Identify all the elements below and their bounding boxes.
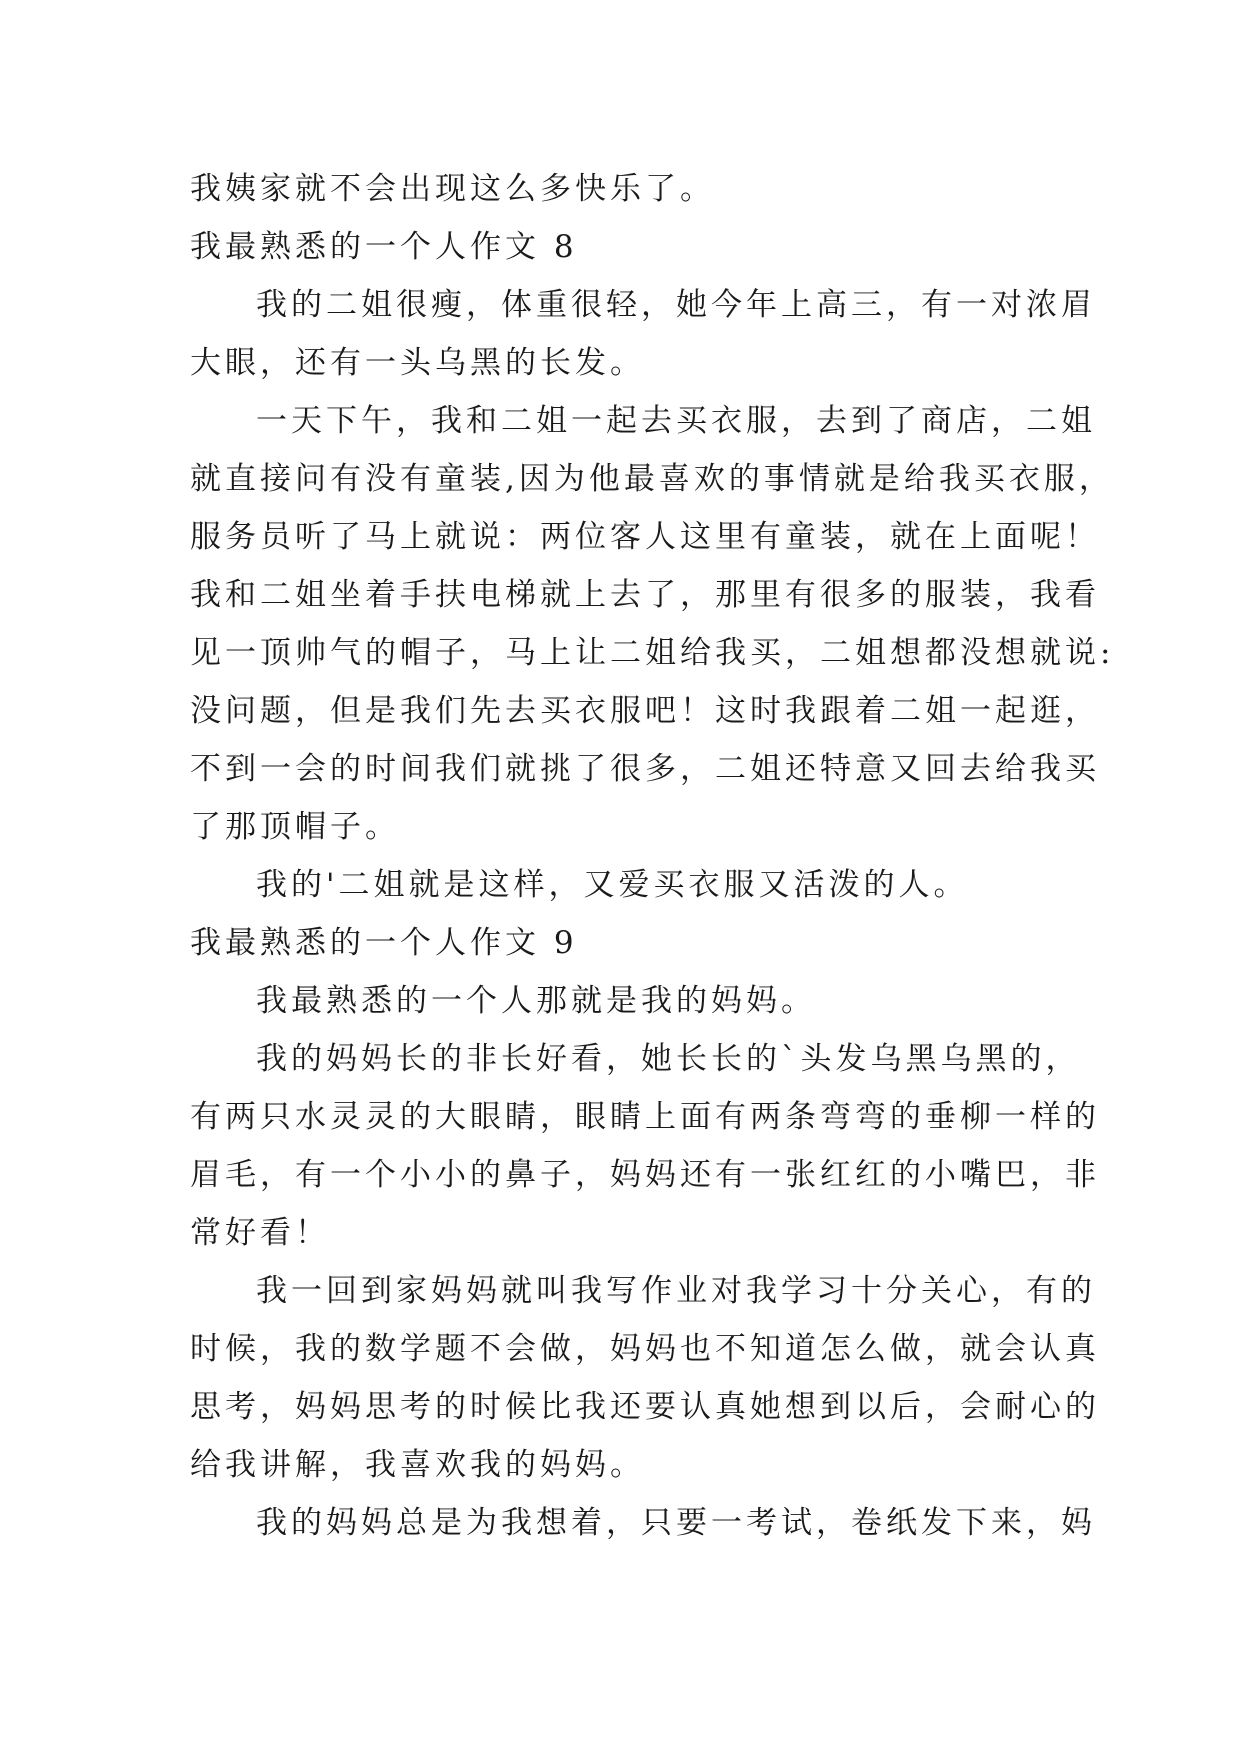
text-line: 时候，我的数学题不会做，妈妈也不知道怎么做，就会认真: [190, 1331, 1100, 1367]
text-line: 了那顶帽子。: [190, 809, 400, 845]
text-line: 思考，妈妈思考的时候比我还要认真她想到以后，会耐心的: [190, 1389, 1100, 1425]
document-page: [190, 160, 1115, 1552]
text-line: 就直接问有没有童装,因为他最喜欢的事情就是给我买衣服，: [190, 461, 1114, 497]
text-line: 有两只水灵灵的大眼睛，眼睛上面有两条弯弯的垂柳一样的: [190, 1099, 1100, 1135]
text-line: 给我讲解，我喜欢我的妈妈。: [190, 1447, 645, 1483]
section-heading-essay-9: 我最熟悉的一个人作文 9: [190, 925, 578, 961]
text-line: 我的二姐很瘦，体重很轻，她今年上高三，有一对浓眉: [256, 287, 1096, 323]
text-line: 大眼，还有一头乌黑的长发。: [190, 345, 645, 381]
text-line: 不到一会的时间我们就挑了很多，二姐还特意又回去给我买: [190, 751, 1100, 787]
text-line: 没问题，但是我们先去买衣服吧！这时我跟着二姐一起逛，: [190, 693, 1100, 729]
text-line: 见一顶帅气的帽子，马上让二姐给我买，二姐想都没想就说:: [190, 635, 1115, 671]
text-line: 服务员听了马上就说：两位客人这里有童装，就在上面呢！: [190, 519, 1100, 555]
text-line: 我一回到家妈妈就叫我写作业对我学习十分关心，有的: [256, 1273, 1096, 1309]
text-line: 我最熟悉的一个人那就是我的妈妈。: [256, 983, 816, 1019]
text-line: 我姨家就不会出现这么多快乐了。: [190, 171, 715, 207]
text-line: 一天下午，我和二姐一起去买衣服，去到了商店，二姐: [256, 403, 1096, 439]
section-heading-essay-8: 我最熟悉的一个人作文 8: [190, 229, 578, 265]
text-line: 我和二姐坐着手扶电梯就上去了，那里有很多的服装，我看: [190, 577, 1100, 613]
text-line: 我的妈妈长的非长好看，她长长的`头发乌黑乌黑的，: [256, 1041, 1081, 1077]
text-line: 我的'二姐就是这样，又爱买衣服又活泼的人。: [256, 867, 969, 903]
text-line: 眉毛，有一个小小的鼻子，妈妈还有一张红红的小嘴巴，非: [190, 1157, 1100, 1193]
text-line: 常好看！: [190, 1215, 330, 1251]
text-line: 我的妈妈总是为我想着，只要一考试，卷纸发下来，妈: [256, 1505, 1096, 1541]
